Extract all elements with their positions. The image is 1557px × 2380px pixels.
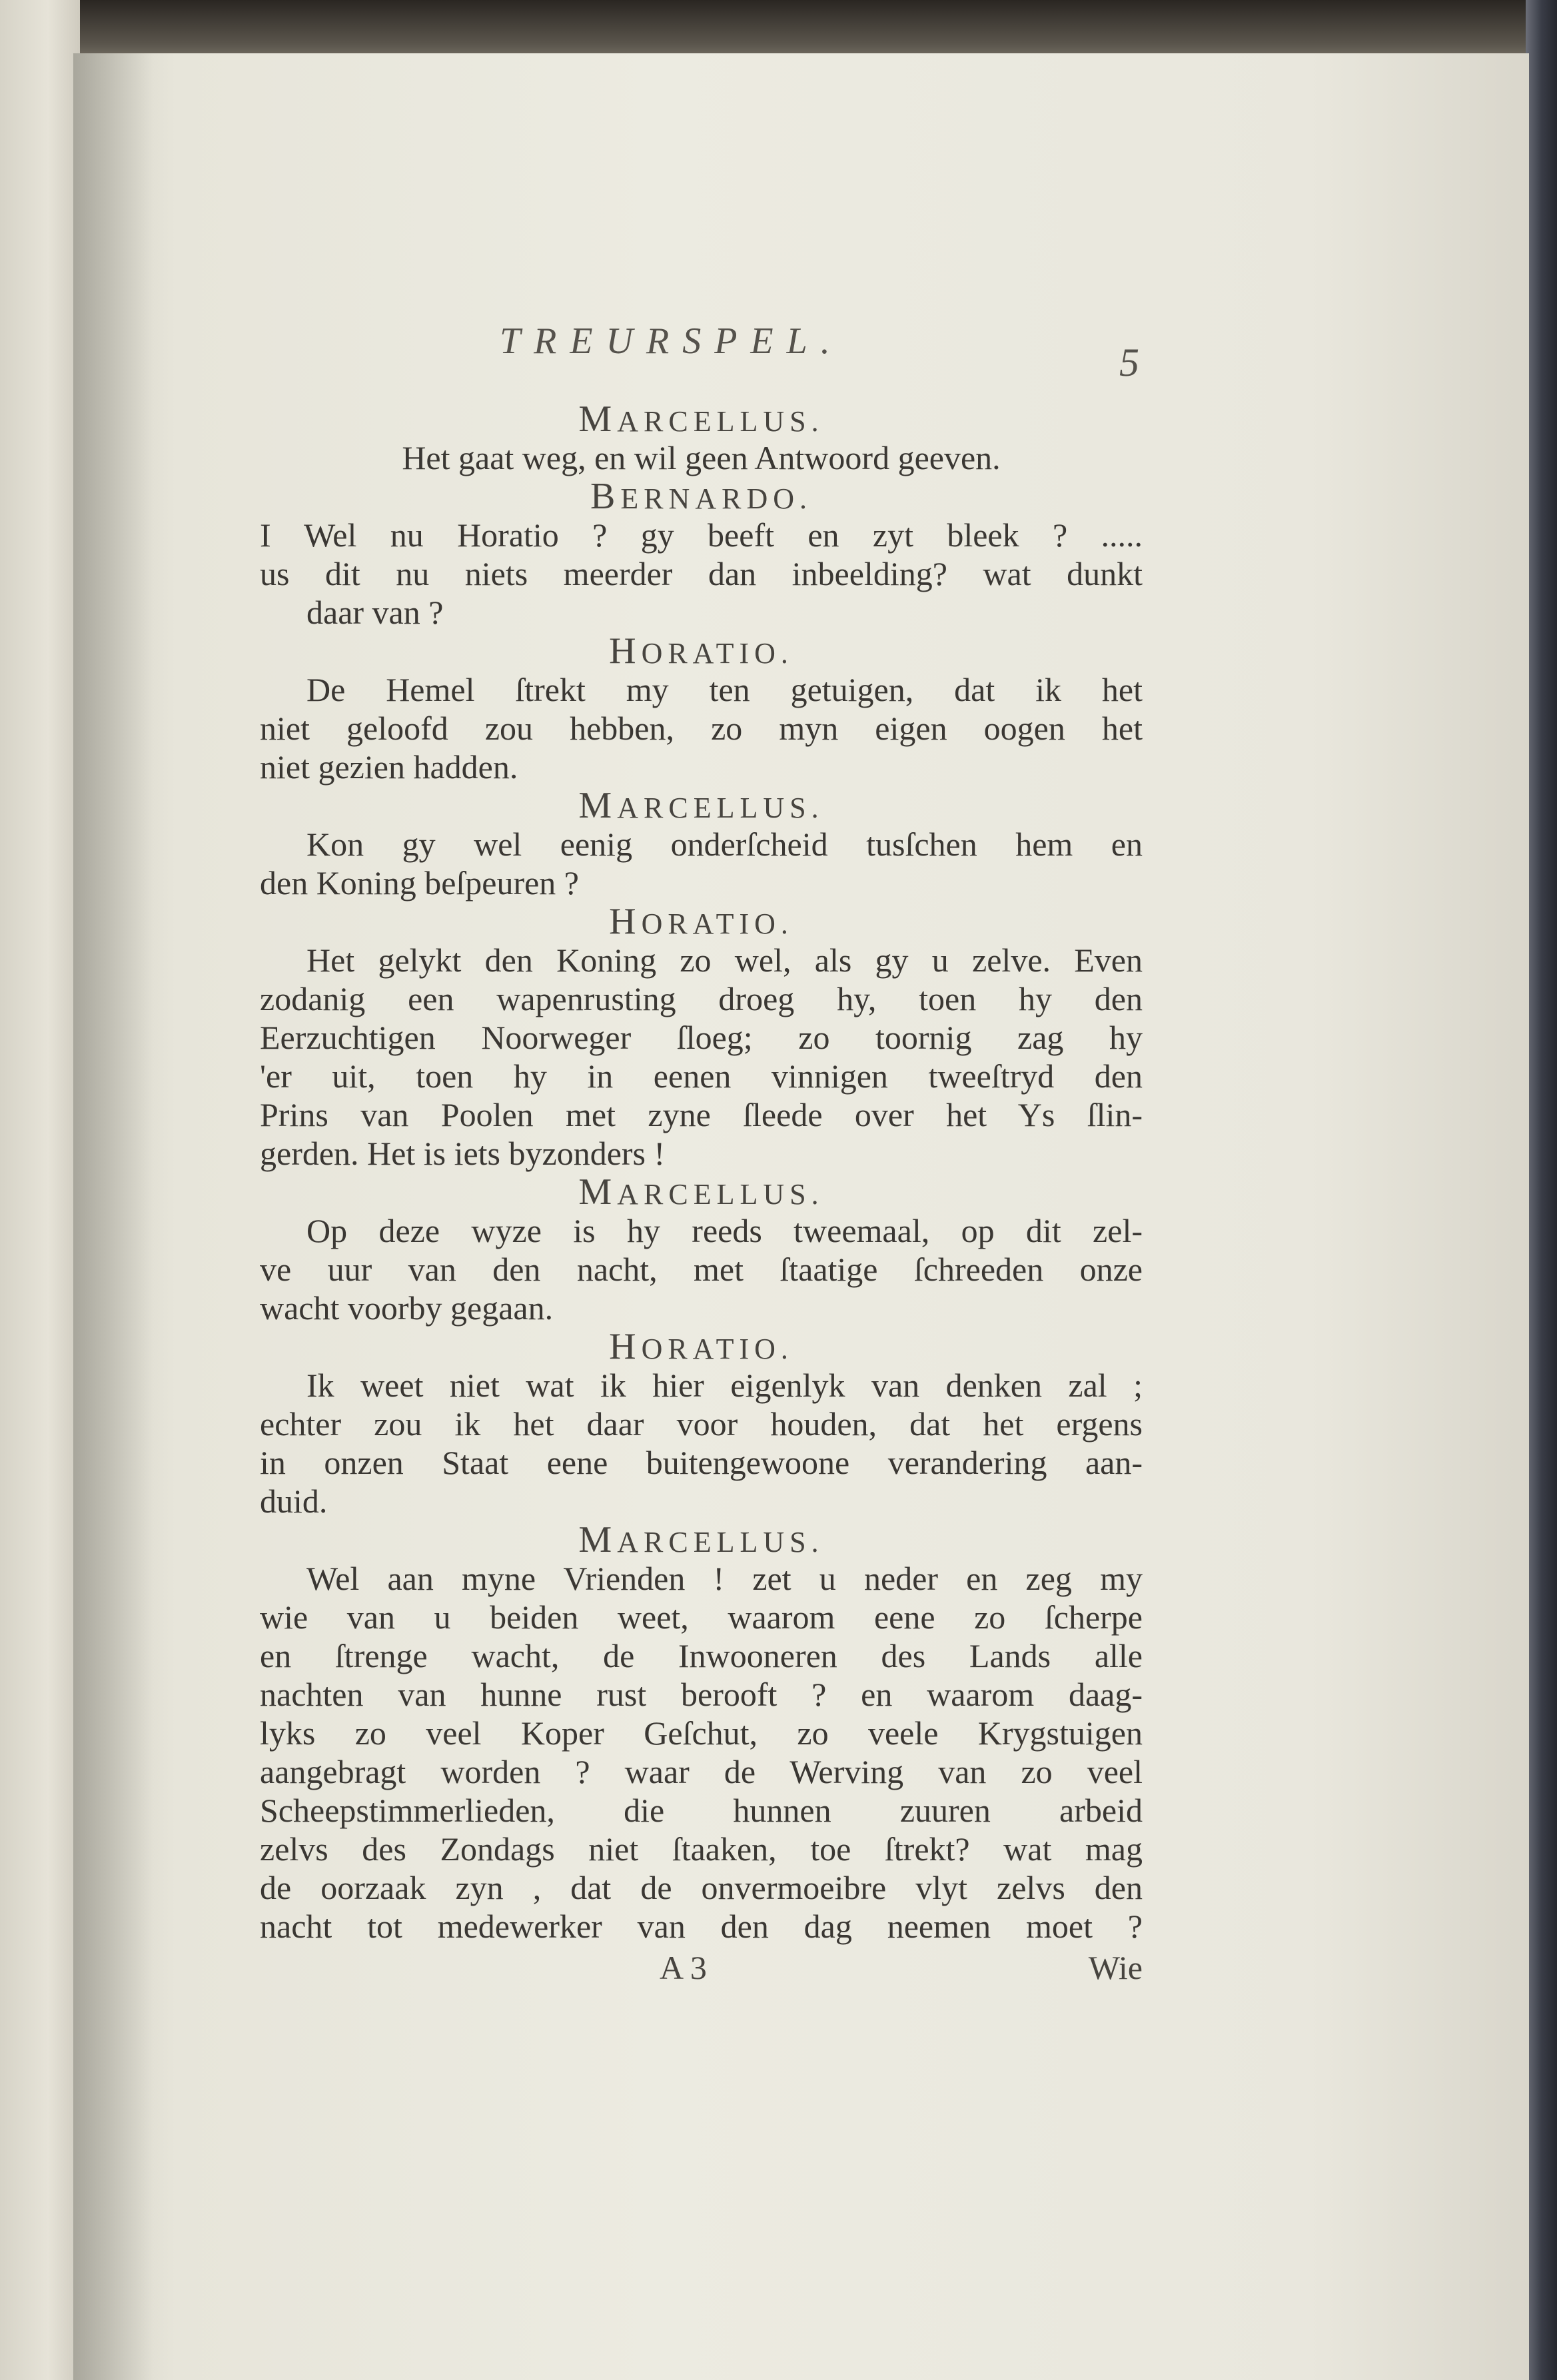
facing-page-edge (0, 0, 80, 2380)
speaker-name: HORATIO. (609, 1326, 793, 1367)
text-line: nacht tot medewerker van den dag neemen moet ? (260, 1908, 1143, 1945)
text-line: Prins van Poolen met zyne ſleede over het Ys ſlin- (260, 1096, 1143, 1133)
page-footer (260, 1948, 1143, 1995)
text-line: Op deze wyze is hy reeds tweemaal, op dit zel- (306, 1212, 1143, 1249)
text-line: zodanig een wapenrusting droeg hy, toen hy den (260, 980, 1143, 1017)
speech (260, 902, 1143, 1173)
binding-edge (1526, 0, 1557, 2380)
text-line: wie van u beiden weet, waarom eene zo ſcherpe (260, 1598, 1143, 1636)
text-line: Het gelykt den Koning zo wel, als gy u zelve. Even (306, 941, 1143, 979)
running-title: TREURSPEL. (500, 320, 843, 362)
text-line: en ſtrenge wacht, de Inwooneren des Lands alle (260, 1637, 1143, 1674)
speaker-name: HORATIO. (609, 630, 793, 672)
text-line: Ik weet niet wat ik hier eigenlyk van denken zal ; (306, 1367, 1143, 1404)
text-line: duid. (260, 1483, 328, 1520)
speech (260, 400, 1143, 477)
text-line: den Koning beſpeuren ? (260, 864, 580, 901)
speech (260, 1173, 1143, 1327)
speaker-name: MARCELLUS. (578, 785, 824, 826)
text-line: 'er uit, toen hy in eenen vinnigen tweeſtryd den (260, 1057, 1143, 1095)
catchword: Wie (1088, 1949, 1143, 1986)
text-line: aangebragt worden ? waar de Werving van zo veel (260, 1753, 1143, 1790)
text-line: Scheepstimmerlieden, die hunnen zuuren arbeid (260, 1792, 1143, 1829)
speaker-name: MARCELLUS. (578, 398, 824, 440)
text-line: niet geloofd zou hebben, zo myn eigen oogen het (260, 710, 1143, 747)
page-gutter-shadow (73, 53, 153, 2380)
text-line: ve uur van den nacht, met ſtaatige ſchreeden onze (260, 1251, 1143, 1288)
text-line: daar van ? (306, 594, 444, 631)
speech (260, 1520, 1143, 1946)
speech (260, 632, 1143, 786)
page-text-block (260, 320, 1143, 1995)
text-line: nachten van hunne rust berooft ? en waarom daag- (260, 1676, 1143, 1713)
speech (260, 477, 1143, 632)
text-line: in onzen Staat eene buitengewoone verandering aan- (260, 1444, 1143, 1481)
text-line: Wel aan myne Vrienden ! zet u neder en zeg my (306, 1560, 1143, 1597)
speaker-name: MARCELLUS. (578, 1171, 824, 1213)
text-line: zelvs des Zondags niet ſtaaken, toe ſtrekt? wat mag (260, 1830, 1143, 1868)
text-line: I Wel nu Horatio ? gy beeft en zyt bleek ? ..... (260, 516, 1143, 554)
speech (260, 1327, 1143, 1520)
speaker-name: MARCELLUS. (578, 1519, 824, 1560)
page-header (260, 320, 1143, 400)
text-line: lyks zo veel Koper Geſchut, zo veele Krygstuigen (260, 1714, 1143, 1752)
text-line: niet gezien hadden. (260, 748, 518, 786)
text-line: gerden. Het is iets byzonders ! (260, 1135, 666, 1172)
speech (260, 786, 1143, 902)
text-line: wacht voorby gegaan. (260, 1289, 554, 1327)
text-line: us dit nu niets meerder dan inbeelding? wat dunkt (260, 555, 1143, 592)
text-line: Eerzuchtigen Noorweger ſloeg; zo toornig zag hy (260, 1019, 1143, 1056)
signature-mark: A 3 (660, 1949, 707, 1986)
speaker-name: HORATIO. (609, 901, 793, 942)
text-line: Kon gy wel eenig onderſcheid tusſchen hem en (306, 826, 1143, 863)
text-line: echter zou ik het daar voor houden, dat het ergens (260, 1405, 1143, 1443)
page-number: 5 (1119, 340, 1139, 384)
text-line: De Hemel ſtrekt my ten getuigen, dat ik het (306, 671, 1143, 708)
text-line: de oorzaak zyn , dat de onvermoeibre vlyt zelvs den (260, 1869, 1143, 1906)
speaker-name: BERNARDO. (590, 476, 813, 517)
text-line: Het gaat weg, en wil geen Antwoord geeven. (402, 439, 1001, 476)
